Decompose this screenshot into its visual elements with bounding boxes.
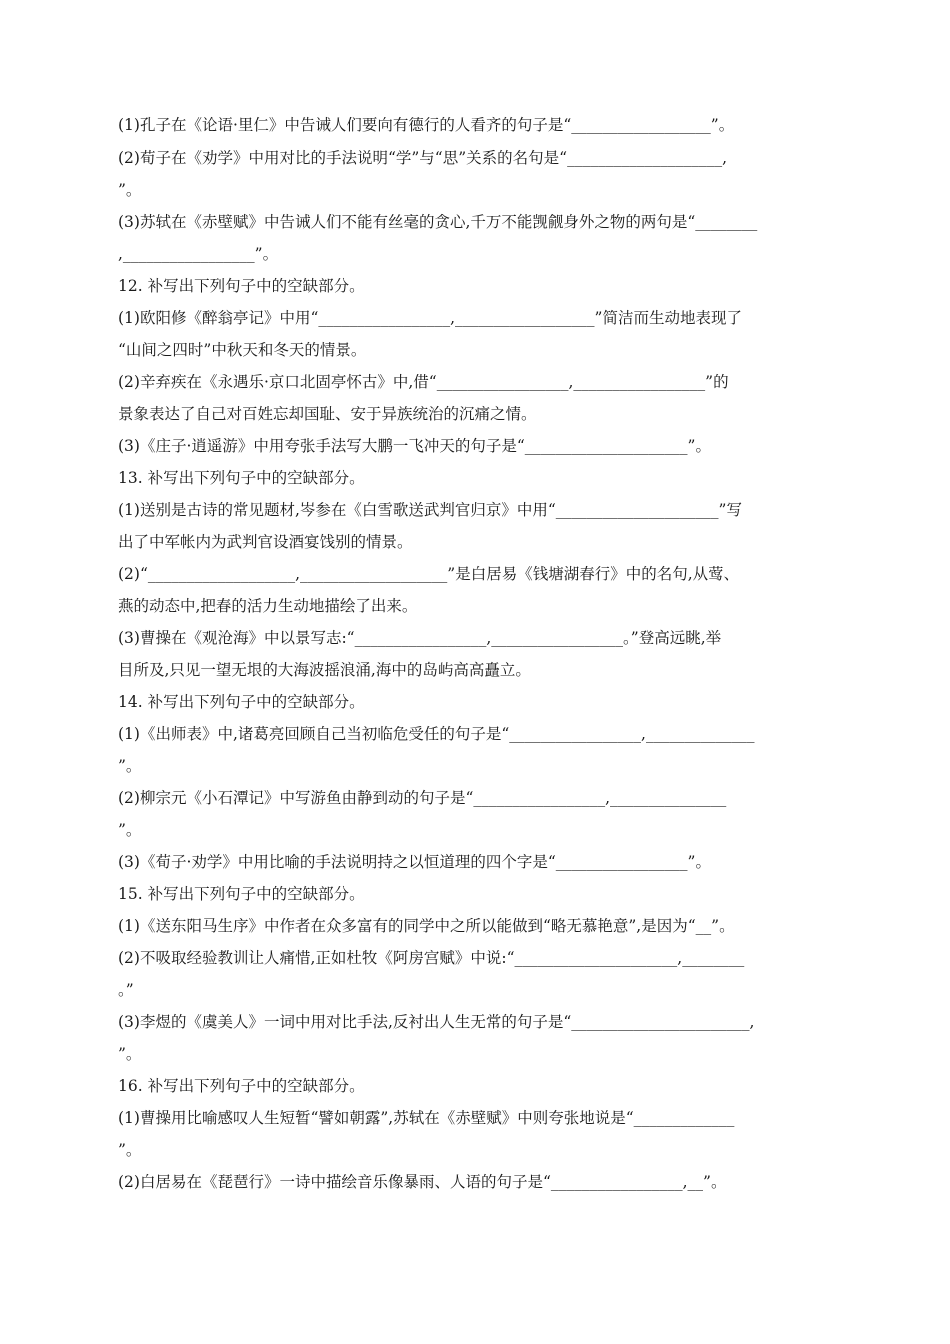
q15-2-line-cont: 。” — [118, 981, 134, 999]
q13-1-line-cont: 出了中军帐内为武判官设酒宴饯别的情景。 — [118, 533, 413, 551]
q15-3-line: (3)李煜的《虞美人》一词中用对比手法,反衬出人生无常的句子是“_______________________, — [118, 1013, 755, 1031]
q11-3-line: (3)苏轼在《赤壁赋》中告诫人们不能有丝毫的贪心,千万不能觊觎身外之物的两句是“________ — [118, 213, 758, 231]
q13-heading: 13. 补写出下列句子中的空缺部分。 — [118, 469, 365, 487]
q12-1-line: (1)欧阳修《醉翁亭记》中用“_________________,__________________”简洁而生动地表现了 — [118, 309, 742, 327]
q16-heading: 16. 补写出下列句子中的空缺部分。 — [118, 1077, 365, 1095]
q16-1-line-cont: ”。 — [118, 1141, 142, 1159]
q12-3-line: (3)《庄子·逍遥游》中用夸张手法写大鹏一飞冲天的句子是“_____________________”。 — [118, 437, 711, 455]
q14-3-line: (3)《荀子·劝学》中用比喻的手法说明持之以恒道理的四个字是“_________________”。 — [118, 853, 711, 871]
q13-2-line: (2)“___________________,___________________”是白居易《钱塘湖春行》中的名句,从莺、 — [118, 565, 740, 583]
q14-2-line-cont: ”。 — [118, 821, 142, 839]
q13-3-line-cont: 目所及,只见一望无垠的大海波摇浪涌,海中的岛屿高高矗立。 — [118, 661, 531, 679]
q14-heading: 14. 补写出下列句子中的空缺部分。 — [118, 693, 365, 711]
q11-2-line: (2)荀子在《劝学》中用对比的手法说明“学”与“思”关系的名句是“____________________, — [118, 149, 728, 167]
q12-2-line-cont: 景象表达了自己对百姓忘却国耻、安于异族统治的沉痛之情。 — [118, 405, 537, 423]
q12-1-line-cont: “山间之四时”中秋天和冬天的情景。 — [118, 341, 367, 359]
q16-2-line: (2)白居易在《琵琶行》一诗中描绘音乐像暴雨、人语的句子是“_________________,__”。 — [118, 1173, 727, 1191]
q13-3-line: (3)曹操在《观沧海》中以景写志:“_________________,_________________。”登高远眺,举 — [118, 629, 722, 647]
q15-heading: 15. 补写出下列句子中的空缺部分。 — [118, 885, 365, 903]
q16-1-line: (1)曹操用比喻感叹人生短暂“譬如朝露”,苏轼在《赤壁赋》中则夸张地说是“_____________ — [118, 1109, 735, 1127]
q15-3-line-cont: ”。 — [118, 1045, 142, 1063]
q11-1-line: (1)孔子在《论语·里仁》中告诫人们要向有德行的人看齐的句子是“__________________”。 — [118, 116, 735, 134]
q11-3-line-cont: ,_________________”。 — [118, 245, 279, 263]
q14-1-line: (1)《出师表》中,诸葛亮回顾自己当初临危受任的句子是“_________________,______________ — [118, 725, 755, 743]
q11-2-line-cont: ”。 — [118, 181, 142, 199]
q14-1-line-cont: ”。 — [118, 757, 142, 775]
q13-2-line-cont: 燕的动态中,把春的活力生动地描绘了出来。 — [118, 597, 418, 615]
q15-1-line: (1)《送东阳马生序》中作者在众多富有的同学中之所以能做到“略无慕艳意”,是因为“__”。 — [118, 917, 735, 935]
q14-2-line: (2)柳宗元《小石潭记》中写游鱼由静到动的句子是“_________________,_______________ — [118, 789, 727, 807]
q12-2-line: (2)辛弃疾在《永遇乐·京口北固亭怀古》中,借“_________________,_________________”的 — [118, 373, 729, 391]
q13-1-line: (1)送别是古诗的常见题材,岑参在《白雪歌送武判官归京》中用“_____________________”写 — [118, 501, 742, 519]
q12-heading: 12. 补写出下列句子中的空缺部分。 — [118, 277, 365, 295]
q15-2-line: (2)不吸取经验教训让人痛惜,正如杜牧《阿房宫赋》中说:“_____________________,________ — [118, 949, 745, 967]
